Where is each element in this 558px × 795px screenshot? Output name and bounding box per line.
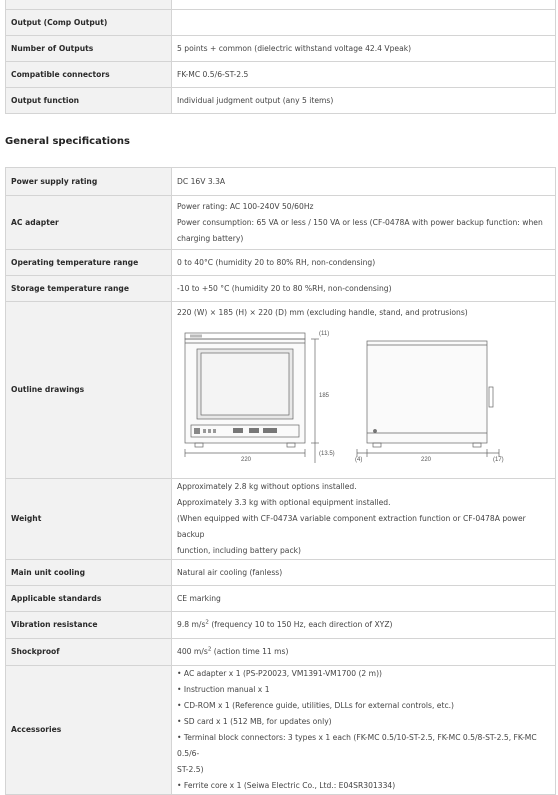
table-row [6, 0, 556, 10]
text-line: Approximately 3.3 kg with optional equipment installed. [177, 498, 391, 507]
list-item: • SD card x 1 (512 MB, for updates only) [177, 717, 332, 726]
spec-label: Output (Comp Output) [6, 10, 172, 36]
text-line: (When equipped with CF-0473A variable component extraction function or CF-0478A power backup [177, 514, 526, 539]
spec-value: CE marking [172, 586, 556, 612]
table-row [6, 560, 556, 586]
spec-value: 0 to 40°C (humidity 20 to 80% RH, non-condensing) [172, 250, 556, 276]
table-row [6, 88, 556, 114]
list-item: • Ferrite core x 1 (Seiwa Electric Co., Ltd.: E04SR301334) [177, 781, 396, 790]
outline-drawing [177, 327, 547, 467]
table-row [6, 276, 556, 302]
table-row [6, 62, 556, 88]
spec-value [172, 0, 556, 10]
list-item: • Instruction manual x 1 [177, 685, 270, 694]
spec-value [172, 10, 556, 36]
dim-foot-label: (13.5) [319, 451, 335, 457]
spec-label: Operating temperature range [6, 250, 172, 276]
dim-side-right-label: (17) [493, 457, 504, 463]
table-row [6, 10, 556, 36]
spec-label: Storage temperature range [6, 276, 172, 302]
spec-label: Accessories [6, 666, 172, 795]
spec-value: DC 16V 3.3A [172, 168, 556, 196]
spec-label: Main unit cooling [6, 560, 172, 586]
spec-value [172, 196, 556, 250]
spec-value: Natural air cooling (fanless) [172, 560, 556, 586]
value-text: 400 m/s [177, 647, 208, 656]
table-row [6, 586, 556, 612]
spec-label: Power supply rating [6, 168, 172, 196]
text-line: Approximately 2.8 kg without options installed. [177, 482, 357, 491]
dim-height-label: 185 [319, 393, 330, 399]
section-heading: General specifications [5, 136, 130, 147]
output-spec-table [5, 0, 556, 114]
table-row [6, 612, 556, 639]
spec-label: Shockproof [6, 639, 172, 666]
table-row [6, 36, 556, 62]
table-row [6, 666, 556, 795]
spec-value [172, 612, 556, 639]
table-row [6, 302, 556, 479]
value-text: (frequency 10 to 150 Hz, each direction of XYZ) [208, 620, 393, 629]
dim-side-left-label: (4) [355, 457, 363, 463]
table-row [6, 479, 556, 560]
dim-top-label: (11) [319, 331, 330, 337]
spec-label: Vibration resistance [6, 612, 172, 639]
spec-value [172, 479, 556, 560]
spec-value [172, 639, 556, 666]
dim-depth-label: 220 [421, 457, 432, 463]
text-line: Power rating: AC 100-240V 50/60Hz [177, 201, 314, 211]
spec-label: Weight [6, 479, 172, 560]
spec-label: Compatible connectors [6, 62, 172, 88]
spec-value: -10 to +50 °C (humidity 20 to 80 %RH, non-condensing) [172, 276, 556, 302]
superscript: 2 [205, 619, 209, 626]
text-line: Power consumption: 65 VA or less / 150 VA or less (CF-0478A with power backup function: when [177, 217, 543, 227]
spec-value [172, 302, 556, 479]
value-text: 9.8 m/s [177, 620, 206, 629]
table-row [6, 168, 556, 196]
spec-label: Output function [6, 88, 172, 114]
text-line: function, including battery pack) [177, 546, 301, 555]
text-line: charging battery) [177, 233, 244, 243]
spec-value: 5 points + common (dielectric withstand voltage 42.4 Vpeak) [172, 36, 556, 62]
spec-label: Outline drawings [6, 302, 172, 479]
spec-label: Number of Outputs [6, 36, 172, 62]
spec-value [172, 666, 556, 795]
outline-caption: 220 (W) × 185 (H) × 220 (D) mm (excluding handle, stand, and protrusions) [177, 308, 468, 317]
spec-label: AC adapter [6, 196, 172, 250]
dim-width-label: 220 [241, 457, 252, 463]
list-item: ST-2.5) [177, 765, 204, 774]
list-item: • AC adapter x 1 (PS-P20023, VM1391-VM1700 (2 m)) [177, 669, 383, 678]
table-row [6, 196, 556, 250]
general-spec-table [5, 167, 556, 795]
spec-value: Individual judgment output (any 5 items) [172, 88, 556, 114]
value-text: (action time 11 ms) [211, 647, 289, 656]
spec-label [6, 0, 172, 10]
table-row [6, 250, 556, 276]
list-item: • Terminal block connectors: 3 types x 1 each (FK-MC 0.5/10-ST-2.5, FK-MC 0.5/8-ST-2.5, FK-MC 0.5/6- [177, 733, 537, 758]
table-row [6, 639, 556, 666]
superscript: 2 [207, 646, 212, 653]
list-item: • CD-ROM x 1 (Reference guide, utilities, DLLs for external controls, etc.) [177, 701, 454, 710]
spec-label: Applicable standards [6, 586, 172, 612]
spec-value: FK-MC 0.5/6-ST-2.5 [172, 62, 556, 88]
